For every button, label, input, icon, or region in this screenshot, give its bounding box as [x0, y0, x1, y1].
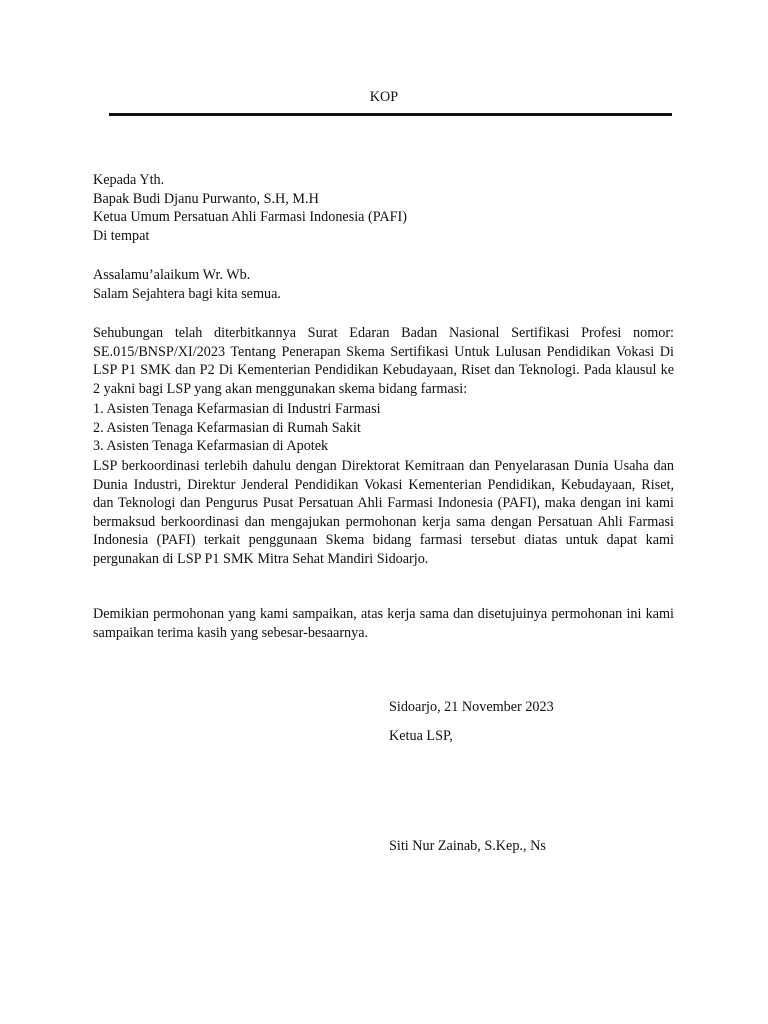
greeting-islamic: Assalamu’alaikum Wr. Wb. [93, 267, 251, 283]
signature-name: Siti Nur Zainab, S.Kep., Ns [389, 838, 546, 854]
greeting-general: Salam Sejahtera bagi kita semua. [93, 285, 281, 302]
coordination-paragraph: LSP berkoordinasi terlebih dahulu dengan Direktorat Kemitraan dan Penyelarasan Dunia Usaha dan Dunia Industri, Direktur Jenderal Pendidikan Vokasi Kementerian Pendidikan, Kebudayaan, Riset, dan Teknologi dan Pengurus Pusat Persatuan Ahli Farmasi Indonesia (PAFI), maka dengan ini kami bermaksud berkoordinasi dan mengajukan permohonan kerja sama dengan Persatuan Ahli Farmasi Indonesia (PAFI) terkait penggunaan Skema bidang farmasi tersebut diatas untuk dapat kami pergunakan di LSP P1 SMK Mitra Sehat Mandiri Sidoarjo. [93, 458, 674, 567]
intro-paragraph: Sehubungan telah diterbitkannya Surat Edaran Badan Nasional Sertifikasi Profesi nomor: SE.015/BNSP/XI/2023 Tentang Penerapan Skema Sertifikasi Untuk Lulusan Pendidikan Vokasi Di LSP P1 SMK dan P2 Di Kementerian Pendidikan Kebudayaan, Riset dan Teknologi. Pada klausul ke 2 yakni bagi LSP yang akan menggunakan skema bidang farmasi: [93, 325, 674, 397]
letterhead-placeholder: KOP [369, 89, 399, 105]
signature-place-date: Sidoarjo, 21 November 2023 [389, 699, 554, 715]
scheme-list [93, 400, 674, 456]
recipient-block [93, 171, 674, 245]
list-item: 1. Asisten Tenaga Kefarmasian di Industri Farmasi [93, 401, 381, 417]
letterhead-divider [109, 113, 672, 116]
recipient-title: Ketua Umum Persatuan Ahli Farmasi Indonesia (PAFI) [93, 209, 407, 226]
list-item: 3. Asisten Tenaga Kefarmasian di Apotek [93, 438, 329, 455]
recipient-location: Di tempat [93, 227, 150, 244]
closing-paragraph: Demikian permohonan yang kami sampaikan, atas kerja sama dan disetujuinya permohonan ini kami sampaikan terima kasih yang sebesar-besaarnya. [93, 606, 674, 641]
signature-position: Ketua LSP, [389, 728, 453, 744]
list-item: 2. Asisten Tenaga Kefarmasian di Rumah Sakit [93, 419, 361, 436]
recipient-name: Bapak Budi Djanu Purwanto, S.H, M.H [93, 190, 319, 207]
recipient-salutation: Kepada Yth. [93, 172, 165, 188]
greeting-block [93, 266, 674, 303]
